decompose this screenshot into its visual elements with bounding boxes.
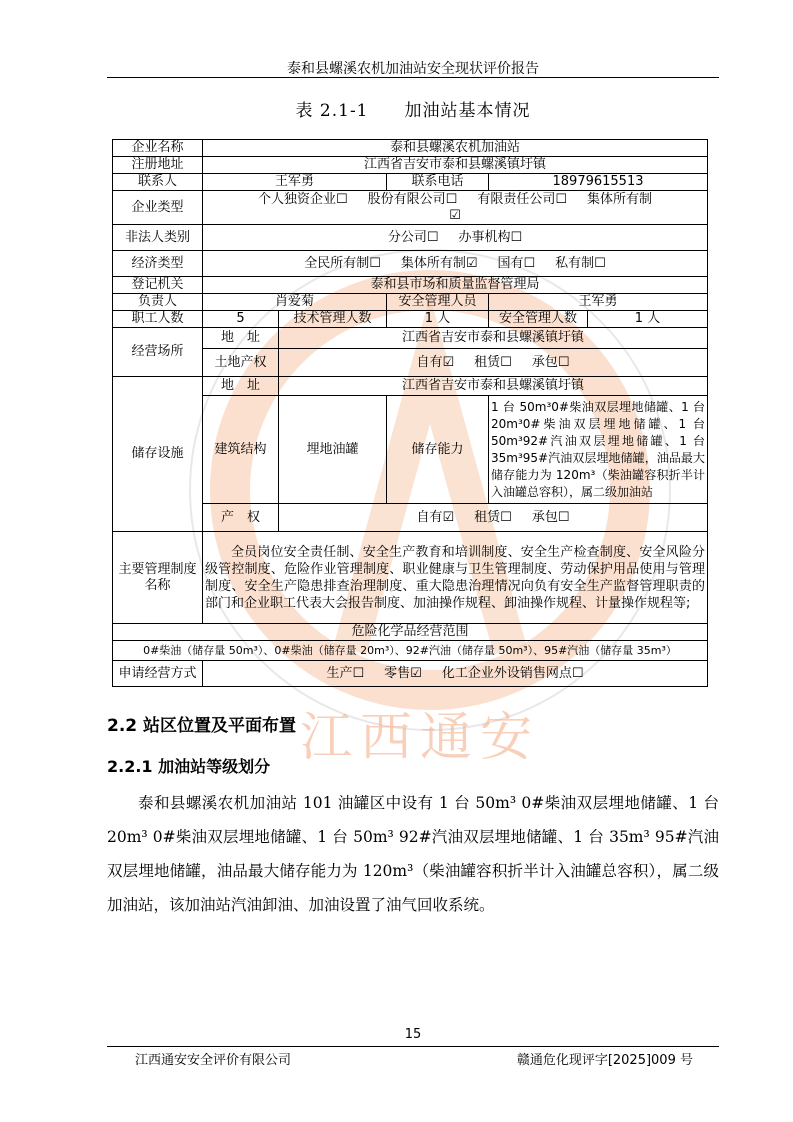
option: 自有☑ [416,354,455,370]
cell-label: 储存能力 [387,396,489,504]
option: 集体所有制☑ [400,255,478,271]
cell-label: 联系电话 [387,174,489,191]
cell-label: 安全管理人员 [387,294,489,311]
cell-label: 土地产权 [203,349,279,377]
management-systems: 全员岗位安全责任制、安全生产教育和培训制度、安全生产检查制度、安全风险分级管控制度、危险作业管理制度、职业健康与卫生管理制度、劳动保护用品使用与管理制度、安全生产隐患排查治理制度、重大隐患治理情况向负有安全生产监督管理职责的部门和企业职工代表大会报告制度、加油操作规程、卸油操作规程、计量操作规程等; [203,532,708,624]
option: 国有☐ [497,255,536,271]
footer-doc-number: 赣通危化现评字[2025]009 号 [516,1053,693,1068]
cell-label: 主要管理制度名称 [113,532,203,624]
option: 租赁☐ [474,509,512,525]
body-paragraph: 泰和县螺溪农机加油站 101 油罐区中设有 1 台 50m³ 0#柴油双层埋地储罐、1 台 20m³ 0#柴油双层埋地储罐、1 台 50m³ 92#汽油双层埋地储罐、1 台 35m³ 95#汽油双层埋地储罐，油品最大储存能力为 120m³（柴油罐容积折半计入油罐总容积），属二级加油站，该加油站汽油卸油、加油设置了油气回收系统。 [107,794,719,914]
cell-label: 地 址 [203,328,279,349]
subsection-heading: 2.2.1 加油站等级划分 [107,757,271,776]
cell-label: 产 权 [203,504,279,532]
footer-rule [107,1046,719,1047]
cell-value: 埋地油罐 [279,396,387,504]
cell-value: 肖爱菊 [203,294,387,311]
option: 零售☑ [384,665,422,681]
option: 股份有限公司☐ [367,191,458,207]
storage-capacity: 1 台 50m³0#柴油双层埋地储罐、1 台 20m³0#柴油双层埋地储罐、1 台 50m³92#汽油双层埋地储罐、1 台 35m³95#汽油双层埋地储罐，油品最大储存能力为 120m³（柴油罐容积折半计入油罐总容积），属二级加油站 [489,396,708,504]
cell-label: 注册地址 [113,157,203,174]
cell-value: 泰和县螺溪农机加油站 [203,140,708,157]
cell-label: 负责人 [113,294,203,311]
page-number: 15 [404,1027,422,1042]
cell-label: 非法人类别 [113,225,203,251]
option: 生产☐ [326,665,365,681]
option: 办事机构☐ [458,229,523,245]
option: 化工企业外设销售网点☐ [441,665,584,681]
cell-value: 王军勇 [203,174,387,191]
apply-options [203,661,708,687]
nonlegal-options [203,225,708,251]
hazard-title: 危险化学品经营范围 [113,624,708,641]
land-options [279,349,708,377]
page-header: 泰和县螺溪农机加油站安全现状评价报告 [287,61,539,77]
cell-label: 地 址 [203,377,279,396]
cell-label: 登记机关 [113,277,203,294]
checked-box: ☑ [449,207,461,223]
cell-value: 泰和县市场和质量监督管理局 [203,277,708,294]
header-rule [107,77,719,78]
option: 私有制☐ [555,255,606,271]
cell-label: 申请经营方式 [113,661,203,687]
option: 分公司☐ [387,229,439,245]
option: 个人独资企业☐ [258,191,348,207]
enterprise-type-options [203,191,708,225]
cell-value: 18979615513 [489,174,708,191]
option: 全民所有制☐ [304,255,381,271]
cell-value: 1 人 [387,311,489,328]
cell-label: 储存设施 [113,377,203,532]
cell-value: 江西省吉安市泰和县螺溪镇圩镇 [279,377,708,396]
cell-value: 1 人 [588,311,708,328]
cell-label: 企业类型 [113,191,203,225]
option: 租赁☐ [474,354,512,370]
watermark-text: 江西通安 [300,708,541,768]
cell-label: 技术管理人数 [279,311,387,328]
footer-company: 江西通安安全评价有限公司 [135,1053,292,1068]
cell-value: 5 [203,311,279,328]
section-heading: 2.2 站区位置及平面布置 [107,716,297,736]
property-options [279,504,708,532]
table-caption: 表 2.1-1 加油站基本情况 [295,101,531,121]
option: 集体所有制 [586,191,652,207]
cell-value: 江西省吉安市泰和县螺溪镇圩镇 [203,157,708,174]
hazard-scope: 0#柴油（储存量 50m³）、0#柴油（储存量 20m³）、92#汽油（储存量 50m³）、95#汽油（储存量 35m³） [113,641,708,661]
option: 承包☐ [531,354,570,370]
option: 自有☑ [416,509,455,525]
cell-label: 职工人数 [113,311,203,328]
cell-label: 经营场所 [113,328,203,377]
option: 承包☐ [531,509,570,525]
cell-label: 企业名称 [113,140,203,157]
cell-value: 王军勇 [489,294,708,311]
cell-label: 安全管理人数 [489,311,588,328]
basic-info-table [112,139,708,687]
economy-type-options [203,251,708,277]
cell-value: 江西省吉安市泰和县螺溪镇圩镇 [279,328,708,349]
cell-label: 建筑结构 [203,396,279,504]
cell-label: 联系人 [113,174,203,191]
option: 有限责任公司☐ [477,191,567,207]
cell-label: 经济类型 [113,251,203,277]
